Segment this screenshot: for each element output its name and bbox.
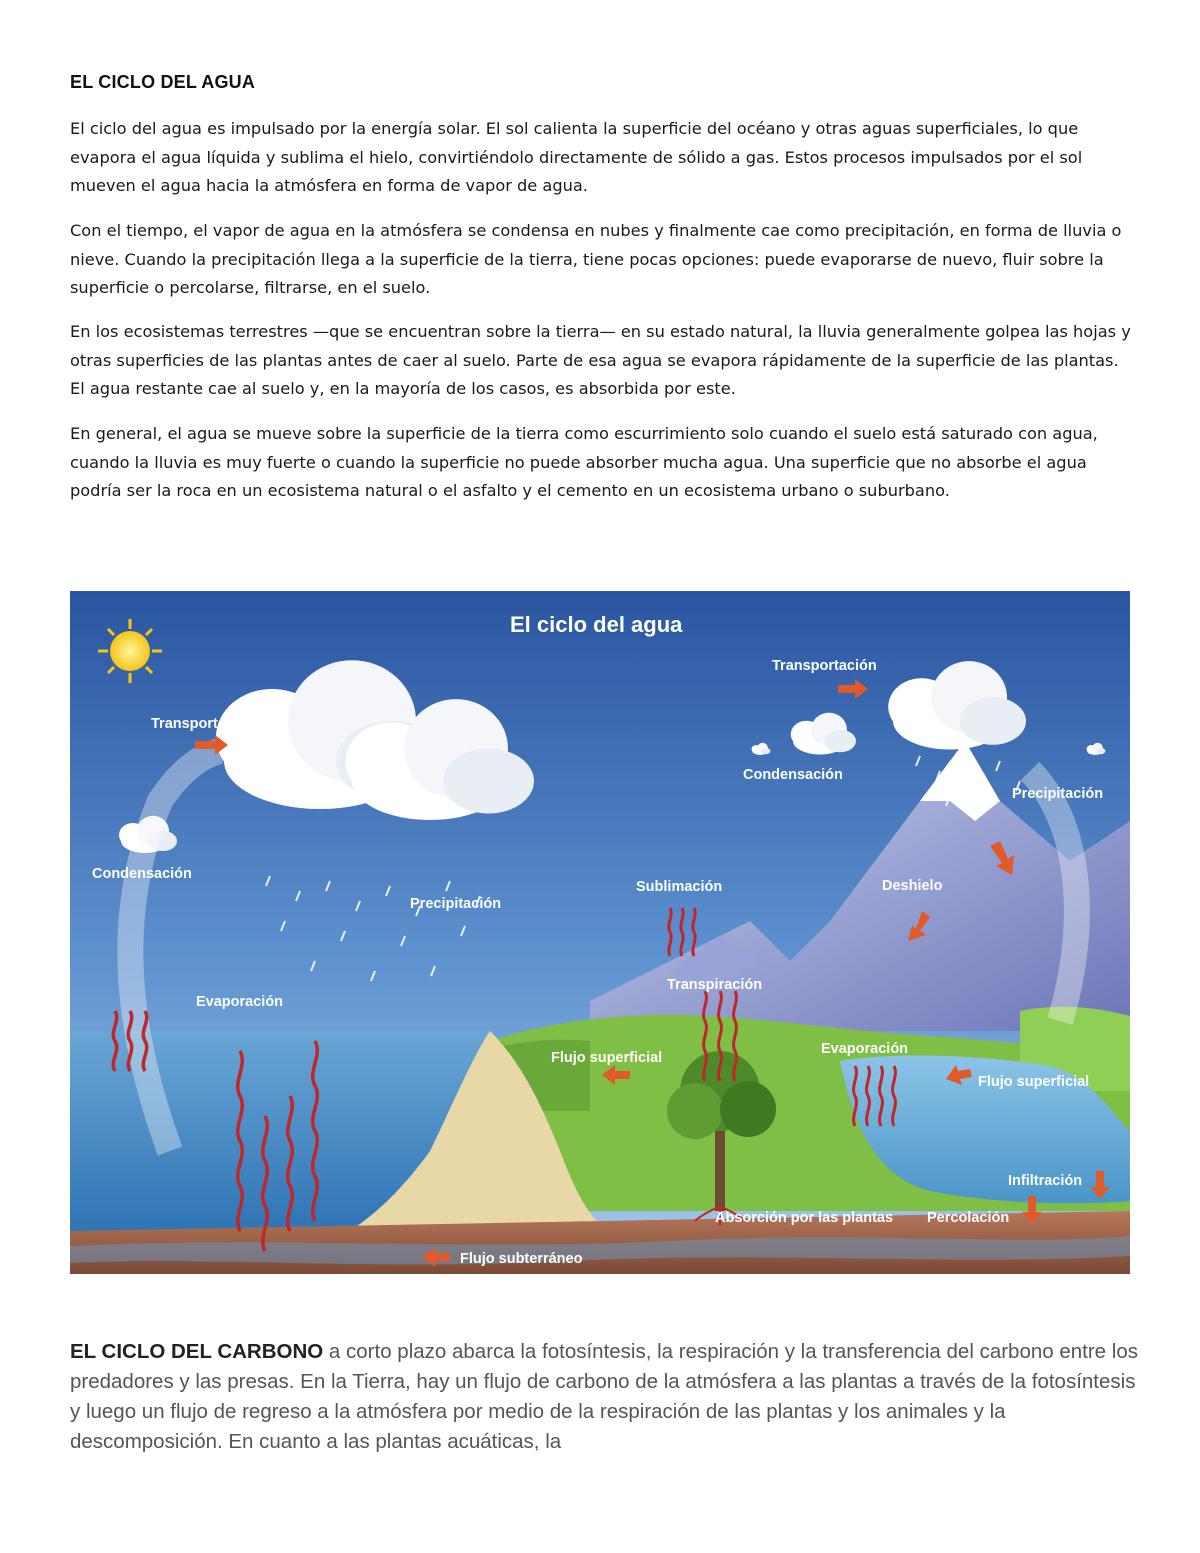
- label-transport-left: Transportación: [151, 716, 256, 732]
- paragraph-2: Con el tiempo, el vapor de agua en la atmósfera se condensa en nubes y finalmente cae como precipitación, en forma de lluvia o nieve. Cuando la precipitación llega a la superficie de la tierra, tiene pocas opciones: puede evaporarse de nuevo, fluir sobre la superficie o percolarse, filtrarse, en el suelo.: [70, 221, 1122, 297]
- label-evaporation-right: Evaporación: [821, 1041, 909, 1057]
- paragraph-4: En general, el agua se mueve sobre la superficie de la tierra como escurrimiento solo cuando el suelo está saturado con agua, cuando la lluvia es muy fuerte o cuando la superficie no puede absorber mucha agua. Una superficie que no absorbe el agua podría ser la roca en un ecosistema natural o el asfalto y el cemento en un ecosistema urbano o suburbano.: [70, 424, 1098, 500]
- label-groundwater: Flujo subterráneo: [460, 1251, 583, 1267]
- label-transport-right: Transportación: [772, 658, 877, 674]
- diagram-title: El ciclo del agua: [510, 612, 683, 637]
- label-runoff-right: Flujo superficial: [978, 1074, 1090, 1090]
- carbon-paragraph: [70, 1337, 1140, 1457]
- label-evaporation-left: Evaporación: [196, 994, 284, 1010]
- label-infiltration: Infiltración: [1008, 1173, 1083, 1189]
- water-cycle-illustration: [70, 591, 1130, 1274]
- label-plant-uptake: Absorción por las plantas: [715, 1210, 894, 1226]
- paragraph-3: En los ecosistemas terrestres —que se encuentran sobre la tierra— en su estado natural, la lluvia generalmente golpea las hojas y otras superficies de las plantas antes de caer al suelo. Parte de esa agua se evapora rápidamente de la superficie de las plantas. El agua restante cae al suelo y, en la mayoría de los casos, es absorbida por este.: [70, 322, 1131, 398]
- label-condensation-left: Condensación: [92, 866, 192, 882]
- label-melting: Deshielo: [882, 878, 943, 894]
- label-condensation-right: Condensación: [743, 767, 843, 783]
- label-runoff-left: Flujo superficial: [551, 1050, 663, 1066]
- label-precipitation-left: Precipitación: [410, 896, 502, 912]
- water-cycle-diagram: [70, 591, 1130, 1274]
- label-precipitation-right: Precipitación: [1012, 786, 1104, 802]
- carbon-text: a corto plazo abarca la fotosíntesis, la respiración y la transferencia del carbono entre los predadores y las presas. En la Tierra, hay un flujo de carbono de la atmósfera a las plantas a través de la fotosíntesis y luego un flujo de regreso a la atmósfera por medio de la respiración de las plantas y los animales y la descomposición. En cuanto a las plantas acuáticas, la: [70, 1340, 1138, 1453]
- carbon-heading: EL CICLO DEL CARBONO: [70, 1340, 324, 1363]
- label-sublimation: Sublimación: [636, 879, 723, 895]
- label-percolation: Percolación: [927, 1210, 1010, 1226]
- label-transpiration: Transpiración: [667, 977, 763, 993]
- paragraph-1: El ciclo del agua es impulsado por la energía solar. El sol calienta la superficie del océano y otras aguas superficiales, lo que evapora el agua líquida y sublima el hielo, convirtiéndolo directamente de sólido a gas. Estos procesos impulsados por el sol mueven el agua hacia la atmósfera en forma de vapor de agua.: [70, 119, 1083, 195]
- document-title: EL CICLO DEL AGUA: [70, 72, 256, 92]
